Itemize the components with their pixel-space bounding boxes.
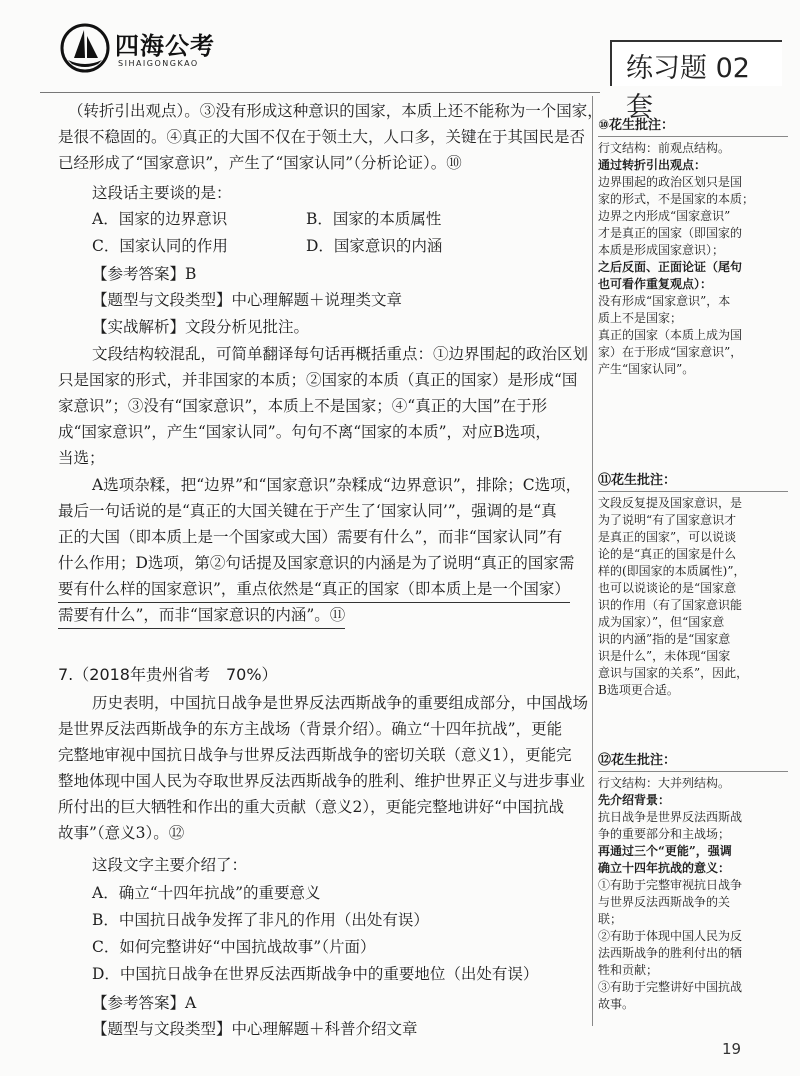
annotation-12	[598, 752, 788, 1013]
annotation-line: 也可看作重复观点）：	[598, 277, 713, 291]
analysis-line: 只是国家的形式，并非国家的本质；②国家的本质（真正的国家）是形成“国	[58, 371, 578, 389]
passage-line: 完整地审视中国抗日战争与世界反法西斯战争的密切关联（意义1），更能完	[58, 746, 572, 764]
passage-line: （转折引出观点）。③没有形成这种意识的国家，本质上还不能称为一个国家，	[68, 102, 603, 120]
analysis-line: 文段结构较混乱，可简单翻译每句话再概括重点：①边界围起的政治区划	[92, 345, 589, 363]
option-d: D．国家意识的内涵	[306, 237, 443, 255]
brand-subtitle: SIHAIGONGKAO	[118, 59, 199, 68]
annotation-line: 文段反复提及国家意识，是	[598, 496, 743, 510]
annotation-line: ③有助于完整讲好中国抗战	[598, 980, 743, 994]
passage-line: 是世界反法西斯战争的东方主战场（背景介绍）。确立“十四年抗战”，更能	[58, 720, 563, 738]
brand-logo	[60, 22, 260, 78]
annotation-divider	[598, 136, 788, 137]
analysis-heading: 【实战解析】文段分析见批注。	[92, 318, 310, 336]
annotation-line: 识的作用（有了国家意识能	[598, 598, 743, 612]
analysis-line: 要有什么样的国家意识”，重点依然是“真正的国家（即本质上是一个国家）	[58, 576, 570, 603]
set-title-box	[610, 40, 782, 123]
annotation-line: 家的形式，不是国家的本质；	[598, 192, 755, 206]
option-b: B．中国抗日战争发挥了非凡的作用（出处有误）	[92, 911, 429, 929]
annotation-line: 抗日战争是世界反法西斯战	[598, 810, 743, 824]
analysis-line: 正的大国（即本质上是一个国家或大国）需要有什么”，而非“国家认同”有	[58, 528, 563, 546]
annotation-line: 家）在于形成“国家意识”，	[598, 345, 743, 359]
passage-line: 所付出的巨大牺牲和作出的重大贡献（意义2），更能完整地讲好“中国抗战	[58, 798, 565, 816]
annotation-title: ⑫花生批注：	[598, 753, 677, 768]
annotation-line: 之后反面、正面论证（尾句	[598, 260, 743, 274]
brand-title: 四海公考	[115, 32, 215, 60]
analysis-line: 什么作用；D选项，第②句话提及国家意识的内涵是为了说明“真正的国家需	[58, 554, 575, 572]
annotation-line: 故事。	[598, 997, 635, 1011]
annotation-title: ⑩花生批注：	[598, 118, 675, 133]
annotation-line: 行文结构：大并列结构。	[598, 776, 731, 790]
annotation-line: 真正的国家（本质上成为国	[598, 328, 743, 342]
annotation-divider	[598, 771, 788, 772]
option-a: A．国家的边界意识	[92, 210, 228, 228]
answer: 【参考答案】B	[92, 265, 197, 283]
annotation-line: 与世界反法西斯战争的关	[598, 895, 731, 909]
annotation-line: 法西斯战争的胜利付出的牺	[598, 946, 743, 960]
annotation-line: 通过转折引出观点：	[598, 158, 707, 172]
passage-line: 历史表明，中国抗日战争是世界反法西斯战争的重要组成部分，中国战场	[92, 694, 589, 712]
annotation-line: 行文结构：前观点结构。	[598, 141, 731, 155]
analysis-line: 当选；	[58, 449, 105, 467]
annotation-line: 论的是“真正的国家是什么	[598, 547, 737, 561]
annotation-line: 没有形成“国家意识”，本	[598, 294, 731, 308]
annotation-line: ①有助于完整审视抗日战争	[598, 878, 743, 892]
passage-line: 已经形成了“国家意识”，产生了“国家认同”（分析论证）。⑩	[58, 154, 462, 172]
question-stem: 这段话主要谈的是：	[92, 184, 232, 202]
question-type: 【题型与文段类型】中心理解题＋说理类文章	[92, 291, 403, 309]
annotation-10	[598, 117, 788, 378]
annotation-line: 是真正的国家”，可以说谈	[598, 530, 737, 544]
annotation-line: 样的(即国家的本质属性)”，	[598, 564, 746, 578]
annotation-line: 也可以说谈论的是“国家意	[598, 581, 737, 595]
annotation-line: 牲和贡献；	[598, 963, 659, 977]
annotation-line: 边界之内形成“国家意识”	[598, 209, 731, 223]
annotation-line: 边界围起的政治区划只是国	[598, 175, 743, 189]
passage-line: 整地体现中国人民为夺取世界反法西斯战争的胜利、维护世界正义与进步事业	[58, 772, 586, 790]
header-divider	[40, 92, 600, 93]
question-stem: 这段文字主要介绍了：	[92, 856, 248, 874]
option-c: C．如何完整讲好“中国抗战故事”（片面）	[92, 938, 376, 956]
option-b: B．国家的本质属性	[306, 210, 442, 228]
annotation-line: 再通过三个“更能”，强调	[598, 844, 732, 858]
annotation-line: 确立十四年抗战的意义：	[598, 861, 731, 875]
annotation-title: ⑪花生批注：	[598, 473, 677, 488]
set-title: 练习题 02 套	[626, 53, 750, 123]
passage-line: 故事”（意义3）。⑫	[58, 824, 185, 842]
annotation-line: B选项更合适。	[598, 683, 679, 697]
question-type: 【题型与文段类型】中心理解题＋科普介绍文章	[92, 1020, 418, 1038]
analysis-line: A选项杂糅，把“边界”和“国家意识”杂糅成“边界意识”，排除；C选项，	[92, 476, 582, 494]
analysis-line: 需要有什么”，而非“国家意识的内涵”。⑪	[58, 602, 345, 629]
annotation-line: 识的内涵”指的是“国家意	[598, 632, 731, 646]
passage-line: 是很不稳固的。④真正的大国不仅在于领土大，人口多，关键在于其国民是否	[58, 128, 586, 146]
annotation-line: 产生“国家认同”。	[598, 362, 695, 376]
annotation-line: 争的重要部分和主战场；	[598, 827, 731, 841]
sailboat-logo-icon	[60, 22, 110, 74]
annotation-line: 质上不是国家；	[598, 311, 683, 325]
annotation-divider	[598, 491, 788, 492]
analysis-line: 家意识”；③没有“国家意识”，本质上不是国家；④“真正的大国”在于形	[58, 397, 548, 415]
annotation-line: 识是什么”，未体现“国家	[598, 649, 731, 663]
page-number: 19	[722, 1040, 742, 1058]
annotation-line: 意识与国家的关系”，因此，	[598, 666, 749, 680]
annotation-11	[598, 472, 788, 699]
annotation-line: 为了说明“有了国家意识才	[598, 513, 737, 527]
margin-divider	[592, 96, 593, 1026]
option-a: A．确立“十四年抗战”的重要意义	[92, 884, 321, 902]
question-title: 7.（2018年贵州省考 70%）	[58, 665, 278, 684]
annotation-line: 成为国家）”，但“国家意	[598, 615, 725, 629]
annotation-line: ②有助于体现中国人民为反	[598, 929, 743, 943]
analysis-line: 成“国家意识”，产生“国家认同”。句句不离“国家的本质”，对应B选项，	[58, 423, 551, 441]
annotation-line: 本质是形成国家意识）；	[598, 243, 725, 257]
option-c: C．国家认同的作用	[92, 237, 228, 255]
analysis-line: 最后一句话说的是“真正的大国关键在于产生了‘国家认同’”，强调的是“真	[58, 502, 557, 520]
annotation-line: 联；	[598, 912, 623, 926]
option-d: D．中国抗日战争在世界反法西斯战争中的重要地位（出处有误）	[92, 965, 539, 983]
answer: 【参考答案】A	[92, 994, 197, 1012]
annotation-line: 才是真正的国家（即国家的	[598, 226, 743, 240]
annotation-line: 先介绍背景：	[598, 793, 671, 807]
